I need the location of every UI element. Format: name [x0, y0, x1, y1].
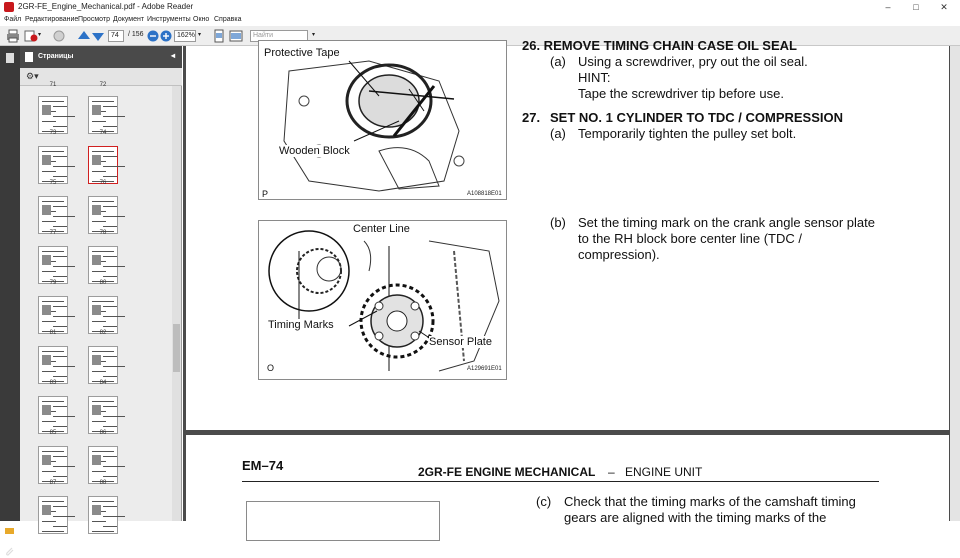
step-27-a-marker: (a): [550, 126, 566, 141]
thumbnail-page-number: 76: [99, 180, 107, 186]
maximize-button[interactable]: □: [913, 2, 919, 12]
chevron-down-icon[interactable]: ▾: [198, 32, 202, 38]
page-thumbnail[interactable]: [88, 96, 118, 134]
menu-view[interactable]: Просмотр: [78, 16, 110, 23]
hand-icon[interactable]: [52, 29, 66, 43]
search-input[interactable]: Найти: [250, 30, 308, 42]
panel-scrollbar[interactable]: [172, 86, 181, 521]
pages-icon: [24, 51, 34, 63]
previous-page-icon[interactable]: [77, 29, 91, 43]
figure-timing-marks: [258, 220, 507, 380]
document-view: [183, 38, 960, 525]
thumbnail-page-number: 88: [99, 480, 107, 486]
navigation-rail: [0, 46, 20, 521]
page-thumbnail[interactable]: [38, 346, 68, 384]
thumbnail-page-number: 74: [99, 130, 107, 136]
engine-diagram-timing: [259, 221, 508, 381]
page-thumbnail[interactable]: [38, 146, 68, 184]
page-thumbnail[interactable]: [38, 296, 68, 334]
figure-corner-mark: P: [262, 189, 269, 199]
thumbnail-page-number: 86: [99, 430, 107, 436]
page-thumbnail[interactable]: [88, 196, 118, 234]
adobe-reader-icon: [4, 2, 14, 12]
thumbnail-page-number: 75: [49, 180, 57, 186]
thumbnail-page-number: 81: [49, 330, 57, 336]
pages-panel-title: Страницы: [38, 53, 74, 60]
engine-diagram-oil-seal: [259, 41, 508, 201]
menu-file[interactable]: Файл: [4, 16, 22, 23]
print-icon[interactable]: [6, 29, 20, 43]
thumbnail-page-number: 82: [99, 330, 107, 336]
page-thumbnail[interactable]: [38, 196, 68, 234]
header-rule: [242, 481, 879, 482]
page-thumbnail[interactable]: [88, 246, 118, 284]
menu-document[interactable]: Документ: [113, 16, 145, 23]
menu-window[interactable]: Окно: [193, 16, 210, 23]
page-thumbnail[interactable]: [38, 96, 68, 134]
step-c-line-1: Check that the timing marks of the camshaft timing: [564, 494, 856, 509]
tag-icon[interactable]: [4, 525, 16, 537]
title-bar: [0, 0, 960, 14]
label-timing-marks: Timing Marks: [268, 319, 334, 331]
step-26-hint-text: Tape the screwdriver tip before use.: [578, 86, 784, 101]
menu-edit[interactable]: Редактирование: [25, 16, 79, 23]
step-27-number: 27.: [522, 110, 541, 125]
zoom-out-icon[interactable]: [146, 29, 160, 43]
step-c-marker: (c): [536, 494, 552, 509]
thumbnail-page-number: 85: [49, 430, 57, 436]
pages-panel: [20, 46, 182, 521]
scrollbar-thumb[interactable]: [173, 324, 180, 372]
pdf-page: [186, 38, 949, 430]
pdf-page: [186, 435, 949, 535]
thumbnail-page-number: 84: [99, 380, 107, 386]
thumbnail-page-number: 78: [99, 230, 107, 236]
figure-code: A129691E01: [467, 366, 502, 372]
pages-panel-header: [20, 46, 182, 68]
page-thumbnail[interactable]: [88, 396, 118, 434]
share-icon[interactable]: [24, 29, 38, 43]
attachment-icon[interactable]: [4, 546, 16, 558]
document-scrollbar[interactable]: [950, 46, 960, 521]
step-27-b-marker: (b): [550, 215, 566, 230]
page-number-input[interactable]: 74: [108, 30, 124, 42]
page-thumbnail[interactable]: [88, 446, 118, 484]
step-27-b-line-2: to the RH block bore center line (TDC /: [578, 231, 802, 246]
page-thumbnail[interactable]: [38, 496, 68, 534]
page-thumbnail[interactable]: [88, 496, 118, 534]
step-c-line-2: gears are aligned with the timing marks of the: [564, 510, 827, 525]
thumbnail-page-number: 80: [99, 280, 107, 286]
menu-bar: [0, 14, 960, 26]
minimize-button[interactable]: –: [885, 2, 891, 12]
thumbnail-page-number: 79: [49, 280, 57, 286]
thumbnail-page-number: 87: [49, 480, 57, 486]
zoom-in-icon[interactable]: [159, 29, 173, 43]
page-thumbnail[interactable]: [88, 296, 118, 334]
page-header-dash: –: [608, 465, 615, 479]
step-26-a-marker: (a): [550, 54, 566, 69]
figure-corner-mark: O: [267, 363, 275, 373]
page-thumbnail[interactable]: [38, 246, 68, 284]
figure-code: A108818E01: [467, 191, 502, 197]
page-thumbnail[interactable]: [38, 396, 68, 434]
chevron-down-icon[interactable]: ▾: [312, 32, 316, 38]
thumbnail-page-number: 77: [49, 230, 57, 236]
chevron-down-icon[interactable]: ▾: [38, 32, 42, 38]
figure-oil-seal: [258, 40, 507, 200]
page-thumbnail[interactable]: [88, 346, 118, 384]
page-thumbnail[interactable]: [38, 446, 68, 484]
thumbnail-page-number: 83: [49, 380, 57, 386]
menu-help[interactable]: Справка: [214, 16, 242, 23]
thumbnail-page-number: 71: [49, 82, 57, 88]
label-wooden-block: Wooden Block: [279, 145, 350, 157]
next-page-icon[interactable]: [91, 29, 105, 43]
page-header-title: 2GR-FE ENGINE MECHANICAL: [418, 465, 596, 479]
page-header-sub: ENGINE UNIT: [625, 465, 703, 479]
step-26-a-text: Using a screwdriver, pry out the oil seal.: [578, 54, 808, 69]
thumbnail-page-number: 72: [99, 82, 107, 88]
collapse-panel-icon[interactable]: ◂: [171, 51, 176, 60]
page-thumbnail[interactable]: [88, 146, 118, 184]
step-26-hint: HINT:: [578, 70, 611, 85]
window-title: 2GR-FE_Engine_Mechanical.pdf - Adobe Reader: [18, 2, 194, 11]
label-sensor-plate: Sensor Plate: [429, 336, 492, 348]
close-button[interactable]: ✕: [940, 2, 948, 12]
page-total: / 156: [128, 31, 144, 38]
thumbnail-list: [20, 82, 171, 521]
options-icon[interactable]: ⚙▾: [26, 71, 39, 81]
zoom-level-select[interactable]: 162%: [174, 30, 196, 42]
fit-page-icon[interactable]: [212, 29, 226, 43]
step-27-a-text: Temporarily tighten the pulley set bolt.: [578, 126, 797, 141]
step-27-b-line-3: compression).: [578, 247, 660, 262]
thumbnail-page-number: 73: [49, 130, 57, 136]
figure-frame: [246, 501, 440, 541]
step-27-title: SET NO. 1 CYLINDER TO TDC / COMPRESSION: [550, 110, 844, 125]
pages-icon[interactable]: [4, 52, 16, 64]
step-26-title: 26. REMOVE TIMING CHAIN CASE OIL SEAL: [522, 38, 797, 53]
label-center-line: Center Line: [353, 223, 410, 235]
page-header-code: EM–74: [242, 458, 284, 473]
fit-width-icon[interactable]: [229, 29, 243, 43]
step-27-b-line-1: Set the timing mark on the crank angle sensor plate: [578, 215, 875, 230]
menu-tools[interactable]: Инструменты: [147, 16, 191, 23]
label-protective-tape: Protective Tape: [264, 47, 340, 59]
